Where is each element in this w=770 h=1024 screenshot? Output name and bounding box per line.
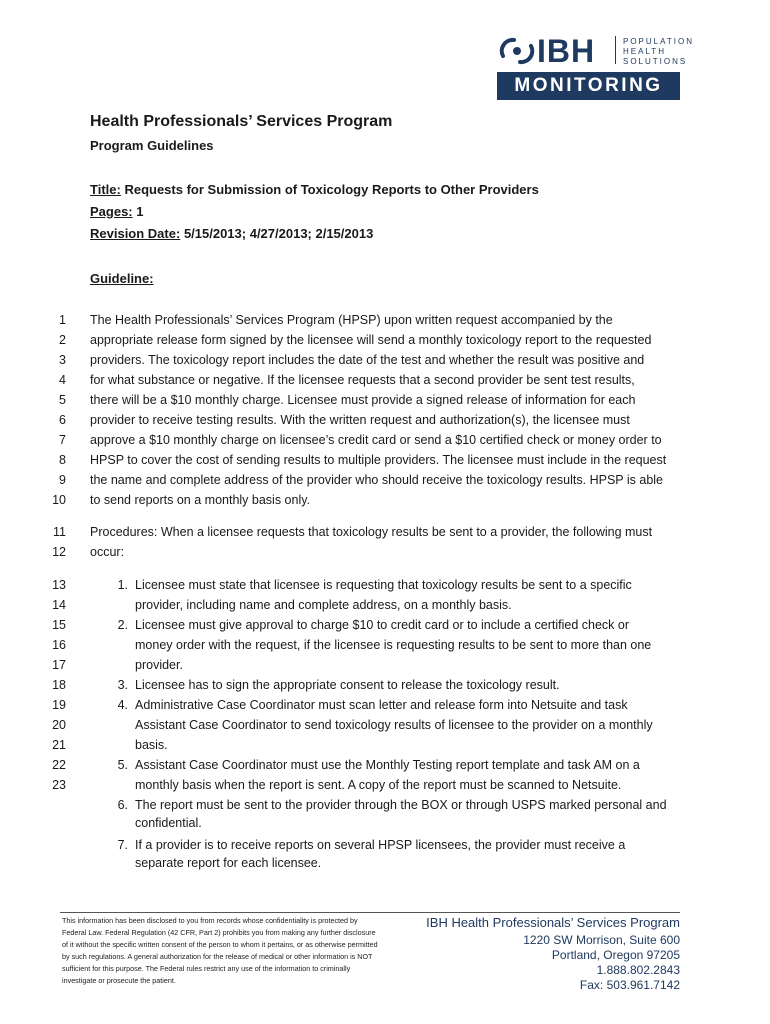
revision-line [90,226,373,241]
line-number: 3 [59,353,66,367]
list-item-text: confidential. [135,815,202,830]
list-item-number: 7. [117,838,128,852]
paragraph-line: providers. The toxicology report includes the date of the test and whether the result was positive and [90,353,645,367]
revision-value: 5/15/2013; 4/27/2013; 2/15/2013 [183,226,374,241]
footer-org-name: IBH Health Professionals’ Services Program [426,915,680,930]
revision-label: Revision Date: [90,226,181,241]
paragraph-line: approve a $10 monthly charge on licensee’s credit card or send a $10 certified check or money order to [90,433,662,447]
line-number: 19 [52,698,66,712]
list-item-text: money order with the request, if the licensee is requesting results to be sent to more than one [135,638,652,652]
document-subtitle: Program Guidelines [90,138,214,153]
line-number: 23 [52,778,66,792]
paragraph-line: the name and complete address of the provider who should receive the toxicology results. HPSP is able [90,473,664,487]
document-title: Health Professionals’ Services Program [90,113,393,130]
list-item-text: Assistant Case Coordinator must use the Monthly Testing report template and task AM on a [135,758,640,772]
pages-line [90,204,144,219]
line-number: 9 [59,473,66,487]
line-number: 14 [52,598,66,612]
line-number: 10 [52,493,66,507]
title-line [90,182,539,197]
list-item-number: 6. [117,798,128,812]
line-number: 20 [52,718,66,732]
list-item-text: provider. [135,658,183,672]
list-item-text: separate report for each licensee. [135,855,322,870]
footer-address-1: 1220 SW Morrison, Suite 600 [523,933,680,947]
list-item-text: Licensee must give approval to charge $10 to credit card or to include a certified check or [135,618,630,632]
line-number: 16 [52,638,66,652]
line-number: 4 [59,373,66,387]
paragraph-line: occur: [90,545,125,559]
disclaimer-line: This information has been disclosed to you from records whose confidentiality is protected by [62,916,358,925]
line-number: 15 [52,618,66,632]
line-number: 1 [59,313,66,327]
logo-banner: MONITORING [497,72,680,100]
ibh-monitoring-logo [497,33,694,100]
disclaimer-line: Federal Law. Federal Regulation (42 CFR, Part 2) prohibits you from making any further disclosure [62,928,376,937]
line-number: 8 [59,453,66,467]
title-value: Requests for Submission of Toxicology Reports to Other Providers [124,182,539,197]
line-number: 22 [52,758,66,772]
confidentiality-disclaimer [62,915,412,987]
line-number: 2 [59,333,66,347]
paragraph-line: The Health Professionals’ Services Program (HPSP) upon written request accompanied by the [90,313,613,327]
footer-address-2: Portland, Oregon 97205 [551,948,680,962]
title-label: Title: [90,182,121,197]
line-number: 17 [52,658,66,672]
footer-rule [60,912,680,913]
list-item-text: Licensee has to sign the appropriate consent to release the toxicology result. [135,678,560,692]
paragraph-line: HPSP to cover the cost of sending results to multiple providers. The licensee must include in the request [90,453,667,467]
paragraph-line: Procedures: When a licensee requests that toxicology results be sent to a provider, the following must [90,525,653,539]
line-number: 12 [52,545,66,559]
list-item-number: 3. [117,678,128,692]
paragraph-line: to send reports on a monthly basis only. [90,493,311,507]
list-item-number: 1. [117,578,128,592]
list-item-number: 5. [117,758,128,772]
line-number: 13 [52,578,66,592]
guideline-heading: Guideline: [90,271,154,286]
list-item-text: provider, including name and complete address, on a monthly basis. [135,598,512,612]
line-number: 18 [52,678,66,692]
disclaimer-line: investigate or prosecute the patient. [62,976,176,985]
list-item-text: The report must be sent to the provider through the BOX or through USPS marked personal and [135,798,667,812]
logo-tagline-2: HEALTH [623,47,666,56]
line-number: 21 [52,738,66,752]
list-item-text: If a provider is to receive reports on several HPSP licensees, the provider must receive a [135,838,626,852]
logo-tagline-3: SOLUTIONS [623,57,688,66]
list-item-number: 2. [117,618,128,632]
list-item-text: monthly basis when the report is sent. A copy of the report must be scanned to Netsuite. [135,778,622,792]
footer-phone: 1.888.802.2843 [596,963,680,977]
list-item-number: 4. [117,698,128,712]
pages-value: 1 [136,204,144,219]
list-item-text: Assistant Case Coordinator to send toxicology results of licensee to the provider on a monthly [135,718,653,732]
disclaimer-line: sufficient for this purpose. The Federal rules restrict any use of the information to criminally [62,964,351,973]
logo-tagline-1: POPULATION [623,37,694,46]
pages-label: Pages: [90,204,133,219]
list-item-text: Administrative Case Coordinator must scan letter and release form into Netsuite and task [135,698,628,712]
ibh-swirl-icon [497,36,537,66]
line-number: 5 [59,393,66,407]
list-item-text: basis. [135,738,168,752]
paragraph-line: appropriate release form signed by the licensee will send a monthly toxicology report to the requested [90,333,652,347]
disclaimer-line: of it without the specific written consent of the person to whom it pertains, or as otherwise permitted [62,940,378,949]
list-item-text: Licensee must state that licensee is requesting that toxicology results be sent to a specific [135,578,632,592]
paragraph-line: provider to receive testing results. With the written request and authorization(s), the licensee must [90,413,630,427]
line-number: 7 [59,433,66,447]
line-number: 6 [59,413,66,427]
logo-brand: IBH [537,33,596,69]
paragraph-line: for what substance or negative. If the licensee requests that a second provider be sent test results, [90,373,635,387]
paragraph-line: there will be a $10 monthly charge. Licensee must provide a signed release of information for each [90,393,636,407]
logo-divider [615,36,616,64]
footer-fax: Fax: 503.961.7142 [579,978,680,992]
disclaimer-line: by such regulations. A general authorization for the release of medical or other information is NOT [62,952,373,961]
line-number: 11 [53,525,66,539]
